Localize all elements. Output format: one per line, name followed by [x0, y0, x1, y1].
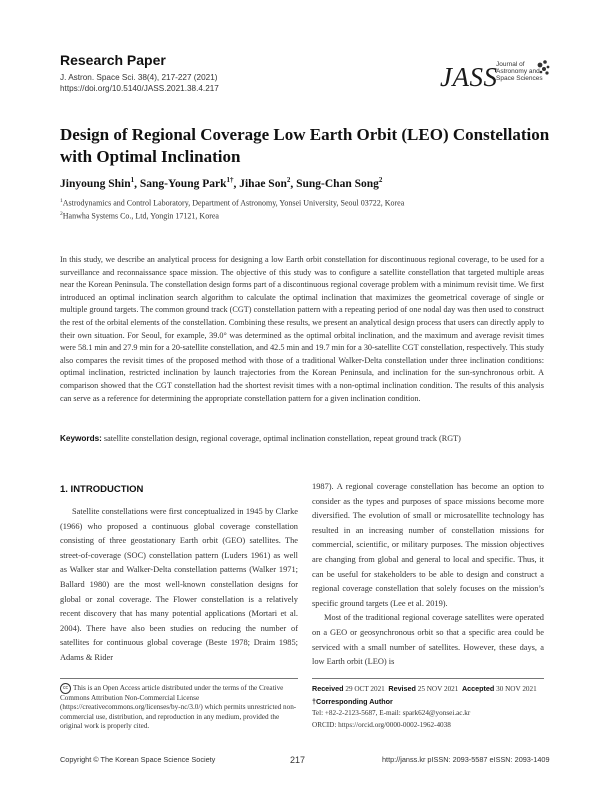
journal-logo-wordmark: JASS [440, 62, 498, 92]
revised-date: 25 NOV 2021 [417, 685, 459, 693]
body-column-right [312, 480, 544, 670]
author-name: Jinyoung Shin [60, 177, 131, 190]
author-mark: 1† [226, 176, 234, 184]
affiliation-item [60, 209, 404, 222]
affiliation-mark: 1 [60, 198, 63, 204]
revised-label: Revised [388, 684, 416, 693]
accepted-label: Accepted [461, 684, 495, 693]
article-title-line: with Optimal Inclination [60, 147, 241, 166]
page-number: 217 [290, 755, 306, 765]
author-mark: 2 [378, 176, 383, 184]
received-label: Received [312, 684, 344, 693]
journal-logo [440, 60, 550, 100]
license-text: This is an Open Access article distributed under the terms of the Creative Commons Attribution Non-Commercial License (https://creativecommons.org/licenses/by-nc/3.0/) which permits unrestricted non-commercial use, distribution, and reproduction in any medium, provided the original work is properly cited. [60, 684, 297, 730]
keywords-label: Keywords: [60, 434, 102, 443]
keywords-text: satellite constellation design, regional coverage, optimal inclination constellation, repeat ground track (RGT) [103, 434, 461, 443]
affiliation-text: Hanwha Systems Co., Ltd, Yongin 17121, Korea [62, 211, 219, 221]
citation-line: J. Astron. Space Sci. 38(4), 217-227 (2021) [60, 73, 218, 82]
body-paragraph [312, 611, 544, 669]
body-paragraph-text: Most of the traditional regional coverage satellites were operated on a GEO or geosynchronous orbit so that a specific area could be serviced with a small number of satellites. However, these days, a low Earth orbit (LEO) is [312, 613, 544, 667]
corresponding-author-label: †Corresponding Author [312, 696, 393, 706]
body-column-left [60, 505, 298, 666]
article-title-line: Design of Regional Coverage Low Earth Orbit (LEO) Constellation [60, 125, 550, 144]
doi-link[interactable]: https://doi.org/10.5140/JASS.2021.38.4.217 [60, 84, 219, 93]
history-dates [312, 683, 544, 696]
article-dates [312, 683, 544, 731]
author-name: Sang-Young Park [139, 177, 227, 190]
author-list: Jinyoung Shin$^1$, Sang-Young Park$^{1\dagger}$, Jihae Son$^2$, Sung-Chan Song$^2$ [60, 176, 383, 190]
contact-info: Tel: +82-2-2123-5687, E-mail: spark624@yonsei.ac.kr [312, 709, 471, 718]
article-title [60, 124, 560, 168]
body-paragraph: Satellite constellations were first conceptualized in 1945 by Clarke (1966) who proposed a continuous global coverage constellation consisting of three geostationary Earth orbit (GEO) satellites. The street-of-coverage (SOC) constellation pattern (Luders 1961) as well as Walker star and Walker-Delta constellation patterns (Walker 1971; Ballard 1980) are the most well-known constellation designs for global or zonal coverage. The Flower constellation is a relatively recent discovery that has many potential applications (Mortari et al. 2004). There have also been studies on reducing the number of satellites for continuous global coverage (Beste 1978; Draim 1985; Adams & Rider [60, 507, 298, 662]
affiliation-mark: 2 [60, 210, 63, 217]
section-heading: 1. INTRODUCTION [60, 484, 144, 495]
affiliation-text: Astrodynamics and Control Laboratory, Department of Astronomy, Yonsei University, Seoul 03722, Korea [62, 198, 405, 208]
footnote-divider [60, 678, 298, 679]
journal-subtitle-line: Astronomy and [496, 68, 540, 76]
accepted-date: 30 NOV 2021 [496, 685, 537, 693]
license-note [60, 683, 298, 731]
author-mark: 2 [286, 176, 291, 184]
body-paragraph: 1987). A regional coverage constellation has become an option to consider as the types and purposes of space missions become more diversified. The evolution of small or microsatellite technology has resulted in an increasing number of constellation missions for commercial, scientific, or military purposes. The mission objectives are changing from global and general to local and specific. Thus, it can be useful for stakeholders to be able to design and construct a regional coverage constellation that solely focuses on the mission’s specific ground targets (Lee et al. 2019). [312, 482, 544, 608]
journal-logo-subtitle [496, 61, 543, 83]
keywords [60, 434, 550, 443]
footnote-divider [312, 678, 544, 679]
author-mark: 1 [130, 176, 135, 184]
footer-journal-info: http://janss.kr pISSN: 2093-5587 eISSN: 2093-1409 [382, 755, 550, 764]
cc-license-icon: cc [60, 683, 71, 694]
footer-copyright: Copyright © The Korean Space Science Society [60, 755, 216, 764]
affiliation-list [60, 196, 404, 221]
paper-type-label: Research Paper [60, 52, 166, 68]
journal-subtitle-line: Journal of [496, 61, 525, 68]
orcid-link[interactable]: ORCID: https://orcid.org/0000-0002-1962-4038 [312, 720, 451, 729]
affiliation-item [60, 196, 404, 209]
article-header [60, 52, 219, 94]
abstract-text: In this study, we describe an analytical process for designing a low Earth orbit constellation for discontinuous regional coverage, to be used for a surveillance and reconnaissance space mission. The objective of this study was to configure a satellite constellation that targeted multiple areas near the Korean Peninsula. The constellation design forms part of a discontinuous regional coverage problem with a minimum revisit time. We first introduced an optimal inclination search algorithm to calculate the optimal inclination that maximizes the geometrical coverage of single or multiple ground targets. The common ground track (CGT) constellation pattern with a repeating period of one nodal day was then used to construct the rest of the orbital elements of the constellation. Combining these results, we present an analytical design process that users can directly apply to their own situation. For Seoul, for example, 39.0° was determined as the optimal orbital inclination, and the maximum and average revisit times were 58.1 min and 27.9 min for a 20-satellite constellation, and 42.5 min and 19.7 min for a 30-satellite CGT constellation, respectively. This study also compares the revisit times of the proposed method with those of a traditional Walker-Delta constellation under three inclination conditions: optimal inclination, restricted inclination by launch trajectories from the Korean Peninsula, and inclination for the sun-synchronous orbit. A comparison showed that the CGT constellation had the shortest revisit times with a non-optimal inclination condition. The results of this analysis can serve as a reference for determining the appropriate constellation pattern for a given inclination condition. [60, 255, 544, 403]
journal-subtitle-line: Space Sciences [496, 75, 543, 83]
author-name: Sung-Chan Song [296, 177, 379, 190]
received-date: 29 OCT 2021 [345, 685, 385, 693]
author-name: Jihae Son [239, 177, 287, 190]
